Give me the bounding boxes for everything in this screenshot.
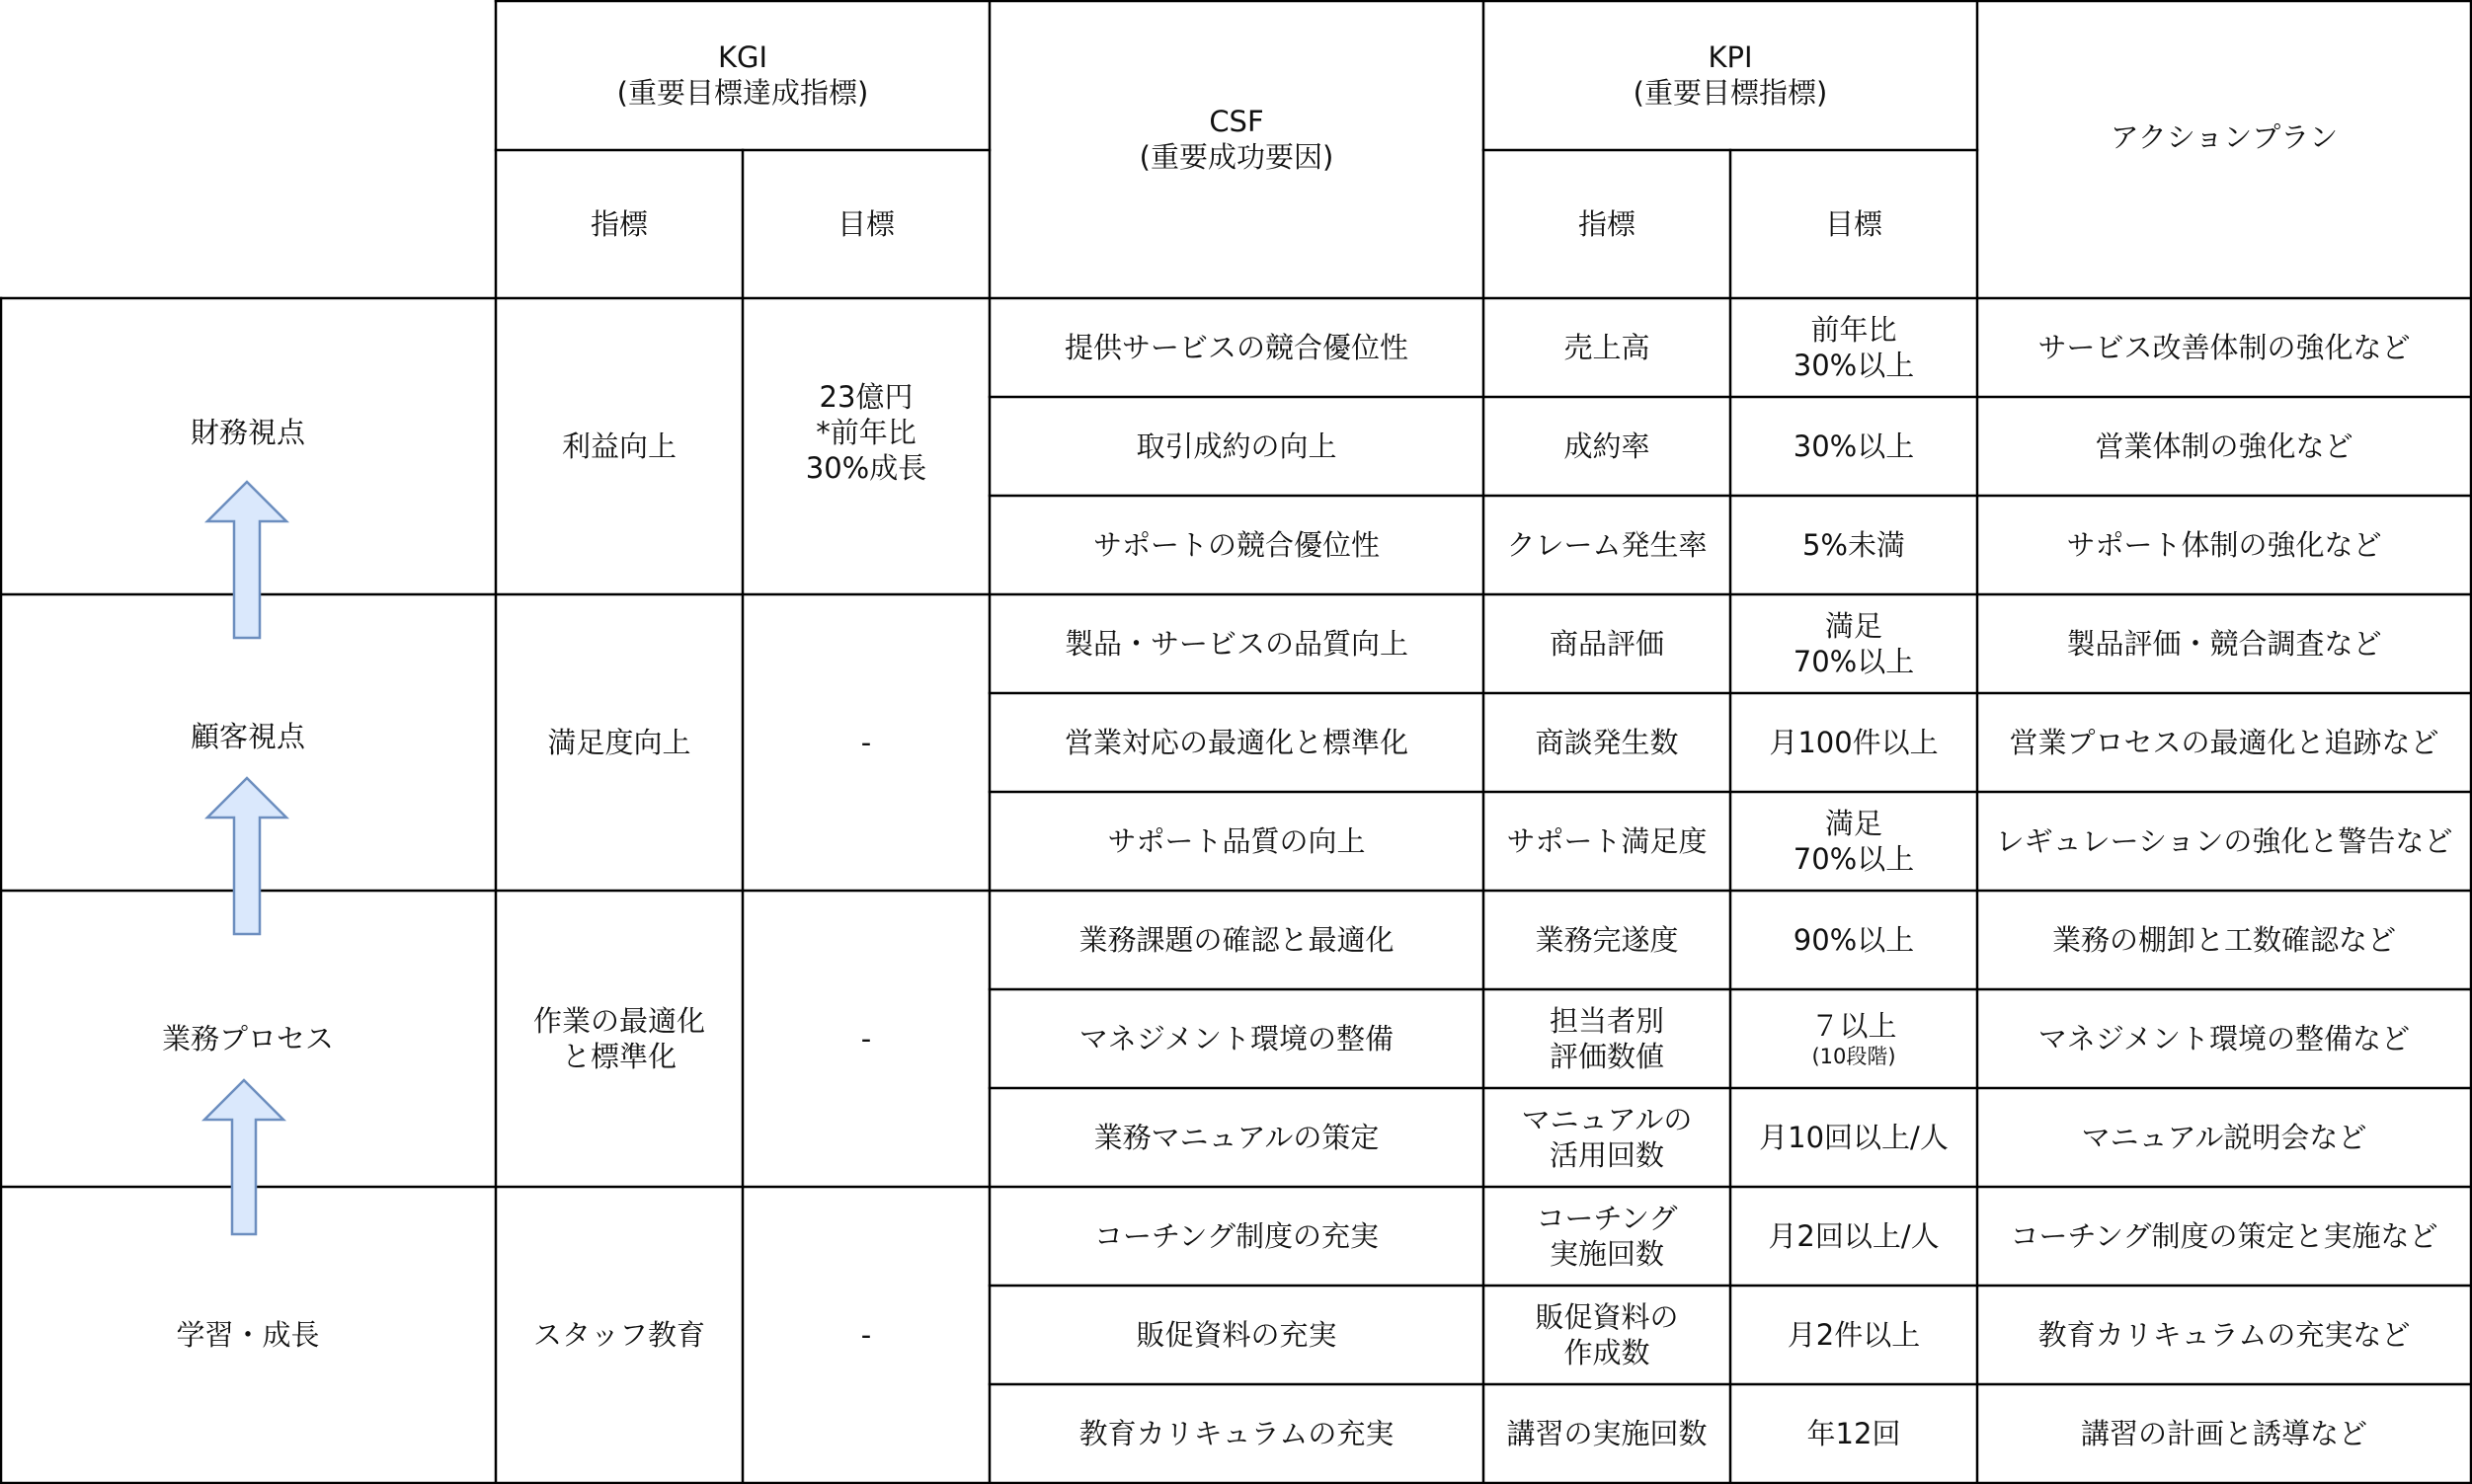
kgi-metric-value: スタッフ教育 [532,1318,705,1352]
perspective-label: 顧客視点 [190,720,305,753]
kpi-metric-value: 講習の実施回数 [1506,1417,1708,1450]
table-row-target [1730,1384,1977,1483]
action-plan-value: レギュレーションの強化と警告など [1995,824,2453,858]
table-row-action [1977,1384,2471,1483]
kpi-target-value: 満足 70%以上 [1793,609,1915,678]
kpi-target-value: 90%以上 [1793,923,1915,957]
kpi-target-value: 満足 70%以上 [1793,807,1915,876]
kpi-metric-value: マニュアルの 活用回数 [1521,1103,1693,1172]
table-row-kpi [1483,1088,1730,1187]
table-row-target [1730,792,1977,891]
csf-value: 営業対応の最適化と標準化 [1064,726,1408,759]
table-row-kpi [1483,891,1730,989]
csf-value: マネジメント環境の整備 [1078,1022,1395,1055]
csf-value: サポートの競合優位性 [1092,528,1380,562]
kgi-metric-value: 満足度向上 [547,726,691,759]
table-row-kpi [1483,989,1730,1088]
perspective-label: 財務視点 [190,416,305,449]
kpi-target-value: 月2回以上/人 [1768,1219,1940,1253]
table-row-kpi [1483,693,1730,792]
kpi-metric-value: クレーム発生率 [1506,528,1708,562]
kpi-metric-value: 販促資料の 作成数 [1535,1300,1679,1369]
header-kgi [496,0,990,150]
perspective-label: 学習・成長 [176,1318,320,1352]
table-row-target [1730,693,1977,792]
kpi-metric-value: 業務完遂度 [1535,923,1679,957]
csf-value: コーチング制度の充実 [1094,1219,1379,1253]
table-row-csf [990,1088,1483,1187]
kpi-metric-value: 成約率 [1563,430,1650,463]
header-kpi-target [1730,150,1977,298]
table-row-kpi [1483,1384,1730,1483]
kgi-target-value: - [860,1318,872,1352]
table-row-kpi [1483,594,1730,693]
csf-value: 業務課題の確認と最適化 [1078,923,1395,957]
table-row-action [1977,1187,2471,1286]
kgi-target-value: 23億円 *前年比 30%成長 [805,380,927,485]
table-row-kpi [1483,397,1730,496]
table-row-target [1730,1088,1977,1187]
header-kpi-metric [1483,150,1730,298]
table-row-csf [990,1286,1483,1384]
table-row-kpi [1483,496,1730,594]
kpi-metric-value: 商談発生数 [1535,726,1679,759]
kgi-metric-financial [496,298,743,594]
kgi-target-customer [743,594,990,891]
table-row-kpi [1483,792,1730,891]
kpi-metric-value: サポート満足度 [1506,824,1708,858]
kgi-metric-value: 作業の最適化 と標準化 [532,1004,705,1073]
header-action-plan-label: アクションプラン [2110,120,2339,154]
header-csf [990,0,1483,298]
kgi-metric-value: 利益向上 [561,430,677,463]
csf-value: 製品・サービスの品質向上 [1064,627,1408,661]
table-row-csf [990,1384,1483,1483]
kgi-target-financial [743,298,990,594]
action-plan-value: 教育カリキュラムの充実など [2037,1318,2411,1352]
table-row-target [1730,1187,1977,1286]
kpi-target-value: 月2件以上 [1787,1318,1921,1352]
perspective-label: 業務プロセス [161,1022,334,1055]
table-row-csf [990,496,1483,594]
table-row-csf [990,397,1483,496]
kpi-target-value: 5%未満 [1801,528,1905,562]
table-row-kpi [1483,1286,1730,1384]
kgi-target-value: - [860,726,872,759]
table-row-csf [990,693,1483,792]
table-row-action [1977,1088,2471,1187]
table-row-csf [990,594,1483,693]
table-row-target [1730,594,1977,693]
csf-value: サポート品質の向上 [1107,824,1366,858]
kgi-target-learning [743,1187,990,1483]
table-row-target [1730,298,1977,397]
table-row-target [1730,1286,1977,1384]
table-row-action [1977,397,2471,496]
header-kgi-target [743,150,990,298]
kgi-metric-process [496,891,743,1187]
csf-value: 販促資料の充実 [1136,1318,1337,1352]
kpi-target-value: 30%以上 [1793,430,1915,463]
csf-value: 取引成約の向上 [1136,430,1337,463]
table-row-target [1730,989,1977,1088]
action-plan-value: 講習の計画と誘導など [2080,1417,2367,1450]
perspective-financial [0,298,496,594]
perspective-customer [0,594,496,891]
kpi-metric-value: コーチング 実施回数 [1536,1202,1678,1271]
table-row-action [1977,693,2471,792]
action-plan-value: 営業プロセスの最適化と追跡など [2009,726,2439,759]
kpi-metric-value: 商品評価 [1549,627,1664,661]
csf-value: 業務マニュアルの策定 [1093,1121,1380,1154]
kgi-metric-learning [496,1187,743,1483]
action-plan-value: 営業体制の強化など [2095,430,2353,463]
header-kgi-metric-label: 指標 [590,207,648,241]
table-row-kpi [1483,298,1730,397]
header-kgi-metric [496,150,743,298]
header-kgi-label: KGI (重要目標達成指標) [616,40,869,110]
kpi-target-value: 前年比 30%以上 [1793,313,1915,382]
header-csf-label: CSF (重要成功要因) [1139,105,1334,174]
table-row-csf [990,1187,1483,1286]
table-row-action [1977,792,2471,891]
header-kgi-target-label: 目標 [837,207,895,241]
table-row-action [1977,594,2471,693]
action-plan-value: マニュアル説明会など [2081,1121,2367,1154]
action-plan-value: 製品評価・競合調査など [2066,627,2382,661]
action-plan-value: サポート体制の強化など [2066,528,2382,562]
csf-value: 提供サービスの競合優位性 [1064,331,1408,364]
action-plan-value: サービス改善体制の強化など [2037,331,2411,364]
action-plan-value: コーチング制度の策定と実施など [2010,1219,2438,1253]
table-row-target [1730,397,1977,496]
perspective-process [0,891,496,1187]
table-row-kpi [1483,1187,1730,1286]
kgi-target-value: - [860,1022,872,1055]
table-row-action [1977,496,2471,594]
action-plan-value: マネジメント環境の整備など [2037,1022,2411,1055]
kgi-target-process [743,891,990,1187]
table-row-action [1977,989,2471,1088]
kpi-target-value: ７以上 [1810,1009,1897,1043]
kgi-metric-customer [496,594,743,891]
header-kpi [1483,0,1977,150]
kpi-metric-value: 担当者別 評価数値 [1549,1004,1664,1073]
kpi-target-value: 年12回 [1806,1417,1901,1450]
table-row-csf [990,298,1483,397]
header-kpi-label: KPI (重要目標指標) [1633,40,1828,110]
table-row-action [1977,1286,2471,1384]
kpi-target-value: 月10回以上/人 [1759,1121,1949,1154]
action-plan-value: 業務の棚卸と工数確認など [2051,923,2396,957]
header-action-plan [1977,0,2471,298]
table-row-csf [990,891,1483,989]
csf-value: 教育カリキュラムの充実 [1078,1417,1395,1450]
table-row-action [1977,891,2471,989]
kpi-target-value: 月100件以上 [1769,726,1939,759]
table-row-target [1730,496,1977,594]
table-row-target [1730,891,1977,989]
perspective-learning [0,1187,496,1483]
kpi-target-note: (10段階) [1811,1045,1896,1068]
table-row-csf [990,989,1483,1088]
header-kpi-metric-label: 指標 [1577,207,1635,241]
table-row-action [1977,298,2471,397]
kpi-metric-value: 売上高 [1563,331,1650,364]
header-kpi-target-label: 目標 [1824,207,1882,241]
table-row-csf [990,792,1483,891]
